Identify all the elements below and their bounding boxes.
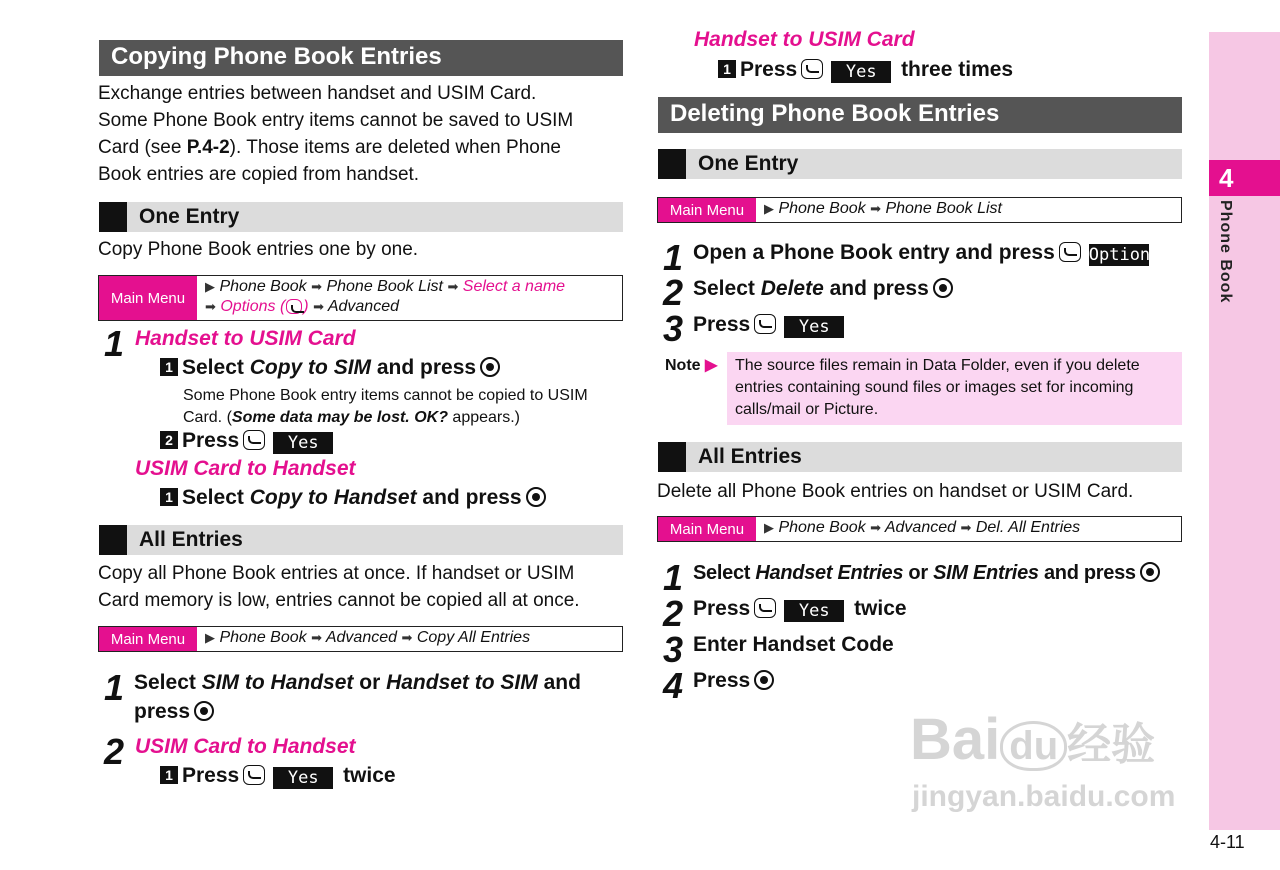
arrow-icon: ➡ bbox=[313, 299, 324, 314]
step-number: 2 bbox=[663, 272, 684, 313]
substep-badge: 1 bbox=[160, 766, 178, 784]
step-number: 1 bbox=[104, 323, 125, 364]
block-marker bbox=[99, 525, 127, 555]
one-entry-desc: Copy Phone Book entries one by one. bbox=[98, 239, 419, 260]
all-entries-desc: Copy all Phone Book entries at once. If handset or USIM Card memory is low, entries cannot be copied all at once. bbox=[98, 563, 580, 611]
step-select-direction: Select SIM to Handset or Handset to SIM and bbox=[134, 671, 581, 694]
substep-badge: 2 bbox=[160, 431, 178, 449]
softkey-icon bbox=[1059, 242, 1081, 262]
section-header-copying: Copying Phone Book Entries bbox=[99, 40, 623, 76]
yes-softkey-label: Yes bbox=[273, 432, 333, 454]
softkey-icon bbox=[243, 430, 265, 450]
step-press-center: Press bbox=[693, 667, 774, 695]
route-item: Advanced bbox=[325, 629, 398, 646]
block-marker bbox=[658, 149, 686, 179]
menu-path-box bbox=[98, 275, 623, 321]
arrow-icon: ➡ bbox=[401, 630, 413, 645]
step-enter-code: Enter Handset Code bbox=[693, 633, 894, 656]
step-number: 1 bbox=[104, 667, 125, 708]
step-press-yes-twice: 1 Press Yes twice bbox=[160, 762, 396, 790]
step-number: 2 bbox=[663, 593, 684, 634]
main-menu-badge: Main Menu bbox=[99, 627, 197, 651]
step-press-yes: Press Yes bbox=[693, 311, 848, 339]
step-number: 4 bbox=[663, 665, 684, 706]
sub-heading: Handset to USIM Card bbox=[694, 28, 915, 51]
menu-path-box bbox=[657, 516, 1182, 542]
subsection-title: All Entries bbox=[698, 445, 802, 468]
sub-heading: USIM Card to Handset bbox=[135, 457, 356, 480]
all-entries-desc: Delete all Phone Book entries on handset or USIM Card. bbox=[657, 481, 1134, 502]
page-reference-link[interactable]: P.4-2 bbox=[186, 137, 230, 158]
arrow-icon: ➡ bbox=[960, 520, 972, 535]
subsection-title: One Entry bbox=[698, 152, 799, 175]
note-box: The source files remain in Data Folder, even if you delete entries containing sound files or images set for incoming calls/mail or Picture. bbox=[727, 352, 1182, 425]
subsection-all-entries bbox=[658, 442, 1182, 472]
arrow-icon: ➡ bbox=[447, 279, 459, 294]
softkey-icon bbox=[754, 598, 776, 618]
main-menu-badge: Main Menu bbox=[658, 517, 756, 541]
route-item: Select a name bbox=[462, 278, 566, 295]
intro-line: Card (see P.4-2). Those items are deleted when Phone bbox=[98, 137, 561, 158]
center-key-icon bbox=[754, 670, 774, 690]
step-number: 3 bbox=[663, 308, 684, 349]
center-key-icon bbox=[194, 701, 214, 721]
softkey-icon bbox=[754, 314, 776, 334]
play-arrow-icon: ▶ bbox=[205, 630, 215, 645]
route-item: Phone Book bbox=[778, 200, 866, 217]
watermark-logo: Bai du 经验 bbox=[910, 707, 1156, 772]
block-marker bbox=[99, 202, 127, 232]
sub-heading: USIM Card to Handset bbox=[135, 735, 356, 758]
watermark-url: jingyan.baidu.com bbox=[912, 780, 1176, 813]
route-item: Copy All Entries bbox=[416, 629, 531, 646]
substep-badge: 1 bbox=[160, 358, 178, 376]
center-key-icon bbox=[1140, 562, 1160, 582]
menu-path-box bbox=[657, 197, 1182, 223]
substep-badge: 1 bbox=[160, 488, 178, 506]
center-key-icon bbox=[933, 278, 953, 298]
step-number: 1 bbox=[663, 557, 684, 598]
step-select-direction-cont: press bbox=[134, 698, 214, 726]
chapter-number-tab[interactable]: 4 bbox=[1209, 160, 1280, 196]
center-key-icon bbox=[480, 357, 500, 377]
route-item: Phone Book bbox=[219, 278, 307, 295]
step-copy-to-sim: 1 Select Copy to SIM and press bbox=[160, 354, 500, 382]
route-item: Phone Book List bbox=[326, 278, 443, 295]
arrow-icon: ➡ bbox=[205, 299, 216, 314]
center-key-icon bbox=[526, 487, 546, 507]
route-item: Advanced bbox=[884, 519, 957, 536]
yes-softkey-label: Yes bbox=[831, 61, 891, 83]
chapter-label: Phone Book bbox=[1217, 200, 1234, 304]
arrow-icon: ➡ bbox=[311, 279, 322, 294]
arrow-icon: ➡ bbox=[870, 201, 881, 216]
play-arrow-icon: ▶ bbox=[205, 279, 215, 294]
step-number: 1 bbox=[663, 237, 684, 278]
play-arrow-icon: ▶ bbox=[705, 357, 718, 374]
softkey-icon bbox=[243, 765, 265, 785]
intro-line: Some Phone Book entry items cannot be saved to USIM bbox=[98, 110, 574, 131]
yes-softkey-label: Yes bbox=[784, 316, 844, 338]
step-select-entries: Select Handset Entries or SIM Entries and press bbox=[693, 559, 1160, 587]
note-label: Note ▶ bbox=[665, 357, 718, 374]
play-arrow-icon: ▶ bbox=[764, 201, 774, 216]
step-copy-to-handset: 1 Select Copy to Handset and press bbox=[160, 484, 546, 512]
menu-path-box bbox=[98, 626, 623, 652]
yes-softkey-label: Yes bbox=[784, 600, 844, 622]
softkey-icon bbox=[801, 59, 823, 79]
main-menu-badge: Main Menu bbox=[99, 276, 197, 320]
step-open-entry: Open a Phone Book entry and press Options bbox=[693, 241, 1161, 265]
step-press-yes-three: 1 Press Yes three times bbox=[718, 56, 1013, 84]
substep-note: Some Phone Book entry items cannot be copied to USIM Card. (Some data may be lost. OK? appears.) bbox=[183, 387, 588, 426]
options-softkey-label: Options bbox=[1088, 245, 1161, 265]
arrow-icon: ➡ bbox=[311, 630, 322, 645]
subsection-one-entry bbox=[658, 149, 1182, 179]
step-press-yes: 2 Press Yes bbox=[160, 427, 337, 455]
block-marker bbox=[658, 442, 686, 472]
section-header-deleting: Deleting Phone Book Entries bbox=[658, 97, 1182, 133]
step-number: 3 bbox=[663, 629, 684, 670]
intro-paragraph bbox=[98, 80, 628, 188]
route-item: Del. All Entries bbox=[975, 519, 1081, 536]
route-item: Phone Book bbox=[778, 519, 866, 536]
sub-heading: Handset to USIM Card bbox=[135, 327, 356, 350]
step-select-delete: Select Delete and press bbox=[693, 275, 953, 303]
intro-line: Book entries are copied from handset. bbox=[98, 164, 420, 185]
softkey-icon bbox=[286, 299, 302, 314]
route-item: Advanced bbox=[327, 298, 399, 315]
subsection-one-entry bbox=[99, 202, 623, 232]
route-item: Phone Book List bbox=[885, 200, 1002, 217]
step-number: 2 bbox=[104, 731, 125, 772]
route-item: Phone Book bbox=[219, 629, 307, 646]
yes-softkey-label: Yes bbox=[273, 767, 333, 789]
arrow-icon: ➡ bbox=[870, 520, 881, 535]
page-number: 4-11 bbox=[1210, 832, 1245, 852]
chapter-sidebar bbox=[1209, 32, 1280, 830]
subsection-title: All Entries bbox=[139, 528, 243, 551]
main-menu-badge: Main Menu bbox=[658, 198, 756, 222]
route-item-options: Options ( ) bbox=[220, 298, 309, 315]
step-press-yes-twice: Press Yes twice bbox=[693, 597, 907, 621]
play-arrow-icon: ▶ bbox=[764, 520, 774, 535]
subsection-all-entries bbox=[99, 525, 623, 555]
substep-badge: 1 bbox=[718, 60, 736, 78]
intro-line: Exchange entries between handset and USIM Card. bbox=[98, 83, 537, 104]
subsection-title: One Entry bbox=[139, 205, 240, 228]
